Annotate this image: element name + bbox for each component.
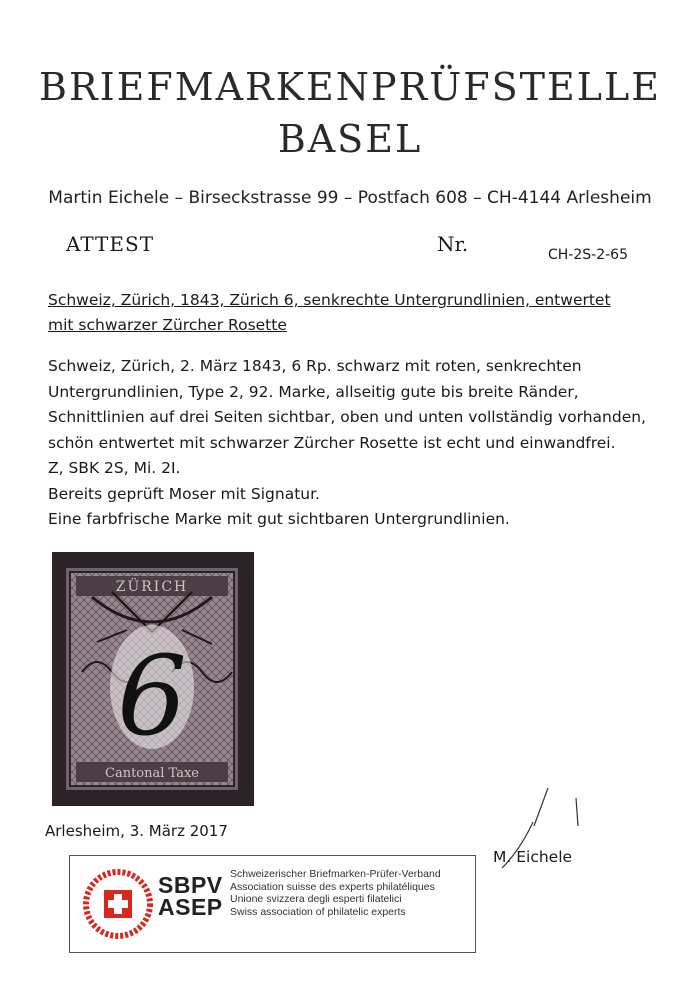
stamp-top-text: ZÜRICH [115, 579, 189, 595]
stamp-numeral: 6 [117, 632, 187, 760]
body-line: Schnittlinien auf drei Seiten sichtbar, oben und unten vollständig vorhanden, [48, 408, 646, 426]
association-names: Schweizerischer Briefmarken-Prüfer-Verband Association suisse des experts philatéliques Unione svizzera degli esperti filatelici Swiss association of philatelic experts [230, 868, 441, 918]
association-acronym: SBPV ASEP [158, 872, 223, 920]
body-line: Z, SBK 2S, Mi. 2I. [48, 459, 181, 477]
stamp-bottom-text: Cantonal Taxe [105, 766, 199, 781]
number-label: Nr. [437, 232, 469, 256]
subject-line: Schweiz, Zürich, 1843, Zürich 6, senkrechte Untergrundlinien, entwertet mit schwarzer Zürcher Rosette [48, 291, 611, 334]
certificate-subtitle: BASEL [277, 117, 423, 161]
swiss-cross-logo-icon [82, 868, 154, 940]
body-line: Schweiz, Zürich, 2. März 1843, 6 Rp. schwarz mit roten, senkrechten [48, 357, 582, 375]
body-line: Eine farbfrische Marke mit gut sichtbaren Untergrundlinien. [48, 510, 510, 528]
body-line: Bereits geprüft Moser mit Signatur. [48, 484, 320, 503]
body-line: schön entwertet mit schwarzer Zürcher Rosette ist echt und einwandfrei. [48, 433, 616, 452]
certificate-body [48, 354, 648, 533]
certificate-title: BRIEFMARKENPRÜFSTELLE [39, 65, 661, 109]
body-line: Untergrundlinien, Type 2, 92. Marke, allseitig gute bis breite Ränder, [48, 382, 579, 401]
association-logo-box [69, 855, 476, 953]
certificate-number: CH-2S-2-65 [548, 247, 628, 263]
place-date: Arlesheim, 3. März 2017 [45, 822, 228, 840]
issuer-address: Martin Eichele – Birseckstrasse 99 – Postfach 608 – CH-4144 Arlesheim [48, 188, 652, 208]
stamp-image [52, 552, 254, 806]
attest-label: ATTEST [66, 232, 155, 256]
signer-name: M. Eichele [493, 848, 573, 866]
